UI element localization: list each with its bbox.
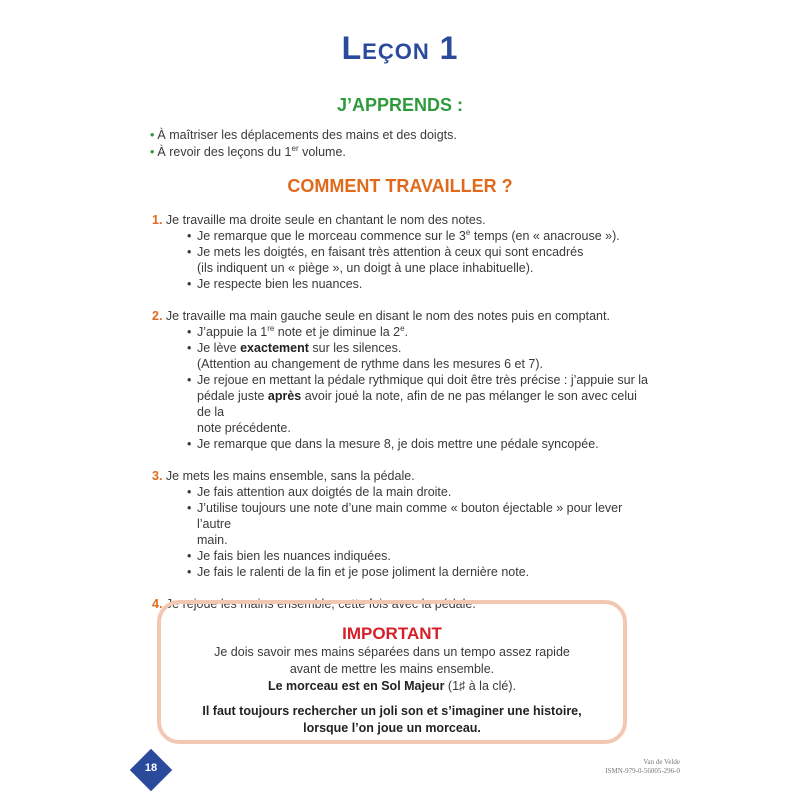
important-heading: IMPORTANT [342, 624, 442, 643]
bullet: • [187, 485, 192, 499]
learn-heading: J’APPRENDS : [336, 95, 464, 115]
lesson-title: Leçon 1 [341, 30, 459, 66]
sub-continuation: (Attention au changement de rythme dans les mesures 6 et 7). [197, 357, 544, 371]
footer-credit [500, 758, 680, 776]
superscript: er [291, 143, 299, 153]
sub-text: J’appuie la 1 [197, 325, 268, 339]
sub-text: temps (en « anacrouse »). [470, 229, 620, 243]
sub-text: note et je diminue la 2 [274, 325, 401, 339]
learn-list [150, 127, 670, 161]
sub-item [187, 340, 652, 356]
sub-item [187, 244, 652, 260]
learn-item [150, 127, 670, 144]
superscript: e [465, 227, 471, 237]
bullet: • [187, 437, 192, 451]
bullet: • [187, 565, 192, 579]
important-box [157, 600, 627, 744]
sub-item [187, 324, 652, 340]
sub-text: avoir joué la note, afin de ne pas mélanger le son avec celui de la [197, 389, 637, 419]
sub-text: Je rejoue en mettant la pédale rythmique qui doit être très précise : j’appuie sur la [197, 373, 648, 387]
step-number: 3. [152, 469, 163, 483]
sub-text: Je respecte bien les nuances. [197, 277, 363, 291]
step-text: Je travaille ma main gauche seule en disant le nom des notes puis en comptant. [165, 309, 610, 323]
key-line [161, 678, 623, 695]
learn-item-text: À maîtriser les déplacements des mains et des doigts. [157, 128, 457, 142]
sub-item [187, 276, 652, 292]
bullet: • [187, 549, 192, 563]
sub-text: Je remarque que le morceau commence sur le 3 [197, 229, 466, 243]
bullet: • [187, 501, 192, 515]
step-2 [152, 308, 652, 452]
step-1 [152, 212, 652, 292]
important-strong-line: Il faut toujours rechercher un joli son et s’imaginer une histoire, [202, 704, 582, 718]
superscript: re [267, 323, 275, 333]
step-text: Je travaille ma droite seule en chantant le nom des notes. [165, 213, 486, 227]
bullet: • [187, 325, 192, 339]
sub-item [187, 564, 652, 580]
important-strong-line: lorsque l’on joue un morceau. [303, 721, 481, 735]
sub-continuation: (ils indiquent un « piège », un doigt à une place inhabituelle). [197, 261, 534, 275]
step-number: 2. [152, 309, 163, 323]
step-number: 4. [152, 597, 163, 611]
sub-item [187, 436, 652, 452]
sub-text: pédale juste [197, 389, 268, 403]
sub-item [187, 500, 652, 532]
bullet: • [150, 145, 155, 159]
sub-text: Je mets les doigtés, en faisant très attention à ceux qui sont encadrés [197, 245, 584, 259]
sub-text: Je remarque que dans la mesure 8, je dois mettre une pédale syncopée. [197, 437, 599, 451]
superscript: e [400, 323, 405, 333]
sub-text: Je fais bien les nuances indiquées. [197, 549, 391, 563]
step-number: 1. [152, 213, 163, 227]
learn-item-text: À revoir des leçons du 1 [157, 145, 292, 159]
bullet: • [187, 341, 192, 355]
bullet: • [187, 277, 192, 291]
key-emphasis: Le morceau est en Sol Majeur [267, 679, 445, 693]
sub-item [187, 548, 652, 564]
sub-text: Je fais le ralenti de la fin et je pose joliment la dernière note. [197, 565, 530, 579]
sub-continuation [197, 388, 652, 420]
bullet: • [187, 245, 192, 259]
emphasis: exactement [240, 341, 309, 355]
important-line: Je dois savoir mes mains séparées dans un tempo assez rapide [214, 645, 570, 659]
sub-item [187, 484, 652, 500]
sub-item [187, 372, 652, 388]
emphasis: après [267, 389, 302, 403]
learn-item [150, 144, 670, 161]
step-text: Je mets les mains ensemble, sans la pédale. [165, 469, 415, 483]
sub-item [187, 228, 652, 244]
bullet: • [187, 373, 192, 387]
sub-continuation: note précédente. [197, 421, 291, 435]
work-heading: COMMENT TRAVAILLER ? [287, 176, 513, 196]
bullet: • [150, 128, 155, 142]
steps-list [152, 212, 652, 628]
key-rest: (1♯ à la clé). [444, 679, 516, 693]
page-number: 18 [144, 762, 158, 774]
sub-text: sur les silences. [308, 341, 402, 355]
sub-text: J’utilise toujours une note d’une main comme « bouton éjectable » pour lever l’autre [197, 501, 623, 531]
step-text: Je rejoue les mains ensemble, cette fois avec la pédale. [165, 597, 476, 611]
footer-author: Van de Velde [643, 758, 680, 766]
step-3 [152, 468, 652, 580]
sub-text: Je lève [197, 341, 241, 355]
learn-item-text: volume. [298, 145, 346, 159]
sub-text: Je fais attention aux doigtés de la main droite. [197, 485, 452, 499]
important-line: avant de mettre les mains ensemble. [289, 662, 495, 676]
bullet: • [187, 229, 192, 243]
footer-isbn: ISMN-979-0-56005-296-0 [605, 767, 680, 775]
sub-continuation: main. [197, 533, 228, 547]
sub-text: . [404, 325, 409, 339]
